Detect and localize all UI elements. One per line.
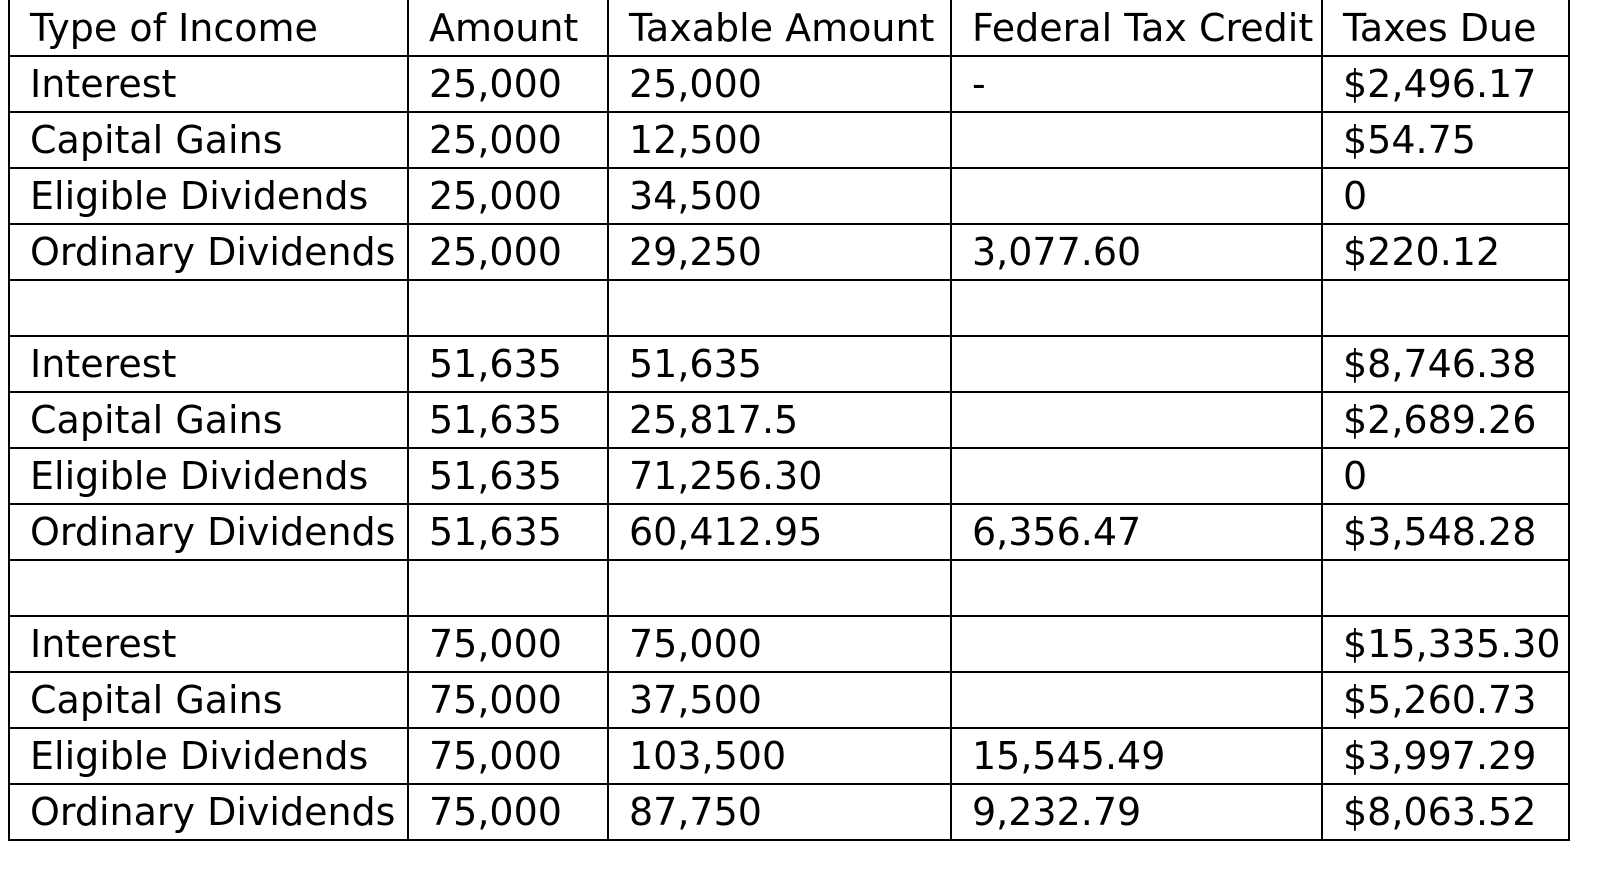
table-cell-amount xyxy=(408,280,608,336)
table-cell-type-of-income: Interest xyxy=(9,336,408,392)
table-spacer-row xyxy=(9,280,1569,336)
table-cell-amount: 75,000 xyxy=(408,672,608,728)
header-cell-taxable-amount: Taxable Amount xyxy=(608,0,951,56)
table-cell-taxable-amount: 51,635 xyxy=(608,336,951,392)
table-cell-amount: 75,000 xyxy=(408,728,608,784)
table-cell-amount: 51,635 xyxy=(408,448,608,504)
table-cell-taxable-amount: 71,256.30 xyxy=(608,448,951,504)
table-cell-taxes-due: $54.75 xyxy=(1322,112,1569,168)
table-cell-federal-tax-credit: 9,232.79 xyxy=(951,784,1322,840)
table-cell-type-of-income: Ordinary Dividends xyxy=(9,504,408,560)
table-cell-taxes-due: 0 xyxy=(1322,448,1569,504)
table-cell-taxes-due xyxy=(1322,560,1569,616)
table-cell-taxable-amount: 37,500 xyxy=(608,672,951,728)
table-cell-federal-tax-credit xyxy=(951,616,1322,672)
table-row xyxy=(9,504,1569,560)
income-tax-table xyxy=(8,0,1570,841)
table-cell-type-of-income: Eligible Dividends xyxy=(9,448,408,504)
table-cell-type-of-income xyxy=(9,280,408,336)
table-cell-federal-tax-credit xyxy=(951,336,1322,392)
table-cell-type-of-income: Ordinary Dividends xyxy=(9,784,408,840)
table-cell-federal-tax-credit xyxy=(951,672,1322,728)
table-cell-taxable-amount: 60,412.95 xyxy=(608,504,951,560)
table-cell-taxes-due: $2,689.26 xyxy=(1322,392,1569,448)
table-cell-amount: 25,000 xyxy=(408,112,608,168)
table-cell-taxes-due: $220.12 xyxy=(1322,224,1569,280)
table-cell-amount: 25,000 xyxy=(408,56,608,112)
table-cell-taxes-due xyxy=(1322,280,1569,336)
table-cell-amount: 25,000 xyxy=(408,224,608,280)
table-cell-amount: 51,635 xyxy=(408,504,608,560)
header-cell-taxes-due: Taxes Due xyxy=(1322,0,1569,56)
table-spacer-row xyxy=(9,560,1569,616)
table-cell-taxable-amount: 103,500 xyxy=(608,728,951,784)
table-row xyxy=(9,728,1569,784)
table-cell-federal-tax-credit xyxy=(951,168,1322,224)
table-row xyxy=(9,672,1569,728)
table-row xyxy=(9,224,1569,280)
table-cell-taxable-amount: 87,750 xyxy=(608,784,951,840)
table-cell-amount: 51,635 xyxy=(408,336,608,392)
table-cell-type-of-income: Ordinary Dividends xyxy=(9,224,408,280)
table-cell-amount: 75,000 xyxy=(408,616,608,672)
table-cell-federal-tax-credit: 6,356.47 xyxy=(951,504,1322,560)
table-cell-federal-tax-credit xyxy=(951,112,1322,168)
table-cell-amount: 25,000 xyxy=(408,168,608,224)
table-cell-federal-tax-credit xyxy=(951,560,1322,616)
table-cell-type-of-income xyxy=(9,560,408,616)
table-cell-type-of-income: Eligible Dividends xyxy=(9,728,408,784)
table-row xyxy=(9,448,1569,504)
table-cell-type-of-income: Capital Gains xyxy=(9,672,408,728)
table-cell-taxes-due: $8,746.38 xyxy=(1322,336,1569,392)
table-cell-type-of-income: Capital Gains xyxy=(9,112,408,168)
table-cell-taxable-amount: 75,000 xyxy=(608,616,951,672)
table-header-row xyxy=(9,0,1569,56)
table-cell-type-of-income: Interest xyxy=(9,616,408,672)
table-cell-taxes-due: $8,063.52 xyxy=(1322,784,1569,840)
table-cell-federal-tax-credit: - xyxy=(951,56,1322,112)
table-row xyxy=(9,616,1569,672)
table-row xyxy=(9,336,1569,392)
table-cell-taxes-due: $2,496.17 xyxy=(1322,56,1569,112)
table-cell-amount: 75,000 xyxy=(408,784,608,840)
table-row xyxy=(9,784,1569,840)
table-cell-amount xyxy=(408,560,608,616)
table-row xyxy=(9,112,1569,168)
table-cell-type-of-income: Eligible Dividends xyxy=(9,168,408,224)
table-cell-federal-tax-credit xyxy=(951,280,1322,336)
table-cell-taxes-due: $5,260.73 xyxy=(1322,672,1569,728)
table-cell-federal-tax-credit xyxy=(951,392,1322,448)
table-cell-type-of-income: Interest xyxy=(9,56,408,112)
table-row xyxy=(9,56,1569,112)
table-row xyxy=(9,168,1569,224)
table-cell-taxable-amount xyxy=(608,280,951,336)
table-cell-taxes-due: $3,997.29 xyxy=(1322,728,1569,784)
table-cell-taxable-amount: 29,250 xyxy=(608,224,951,280)
header-cell-federal-tax-credit: Federal Tax Credit xyxy=(951,0,1322,56)
table-cell-federal-tax-credit xyxy=(951,448,1322,504)
table-cell-taxes-due: $15,335.30 xyxy=(1322,616,1569,672)
table-body xyxy=(9,0,1569,840)
table-cell-type-of-income: Capital Gains xyxy=(9,392,408,448)
table-cell-taxable-amount: 34,500 xyxy=(608,168,951,224)
table-cell-taxable-amount: 25,817.5 xyxy=(608,392,951,448)
table-cell-taxes-due: $3,548.28 xyxy=(1322,504,1569,560)
table-cell-amount: 51,635 xyxy=(408,392,608,448)
table-cell-federal-tax-credit: 15,545.49 xyxy=(951,728,1322,784)
table-cell-taxes-due: 0 xyxy=(1322,168,1569,224)
table-cell-taxable-amount xyxy=(608,560,951,616)
table-cell-taxable-amount: 25,000 xyxy=(608,56,951,112)
table-cell-taxable-amount: 12,500 xyxy=(608,112,951,168)
header-cell-amount: Amount xyxy=(408,0,608,56)
table-cell-federal-tax-credit: 3,077.60 xyxy=(951,224,1322,280)
header-cell-type-of-income: Type of Income xyxy=(9,0,408,56)
table-row xyxy=(9,392,1569,448)
